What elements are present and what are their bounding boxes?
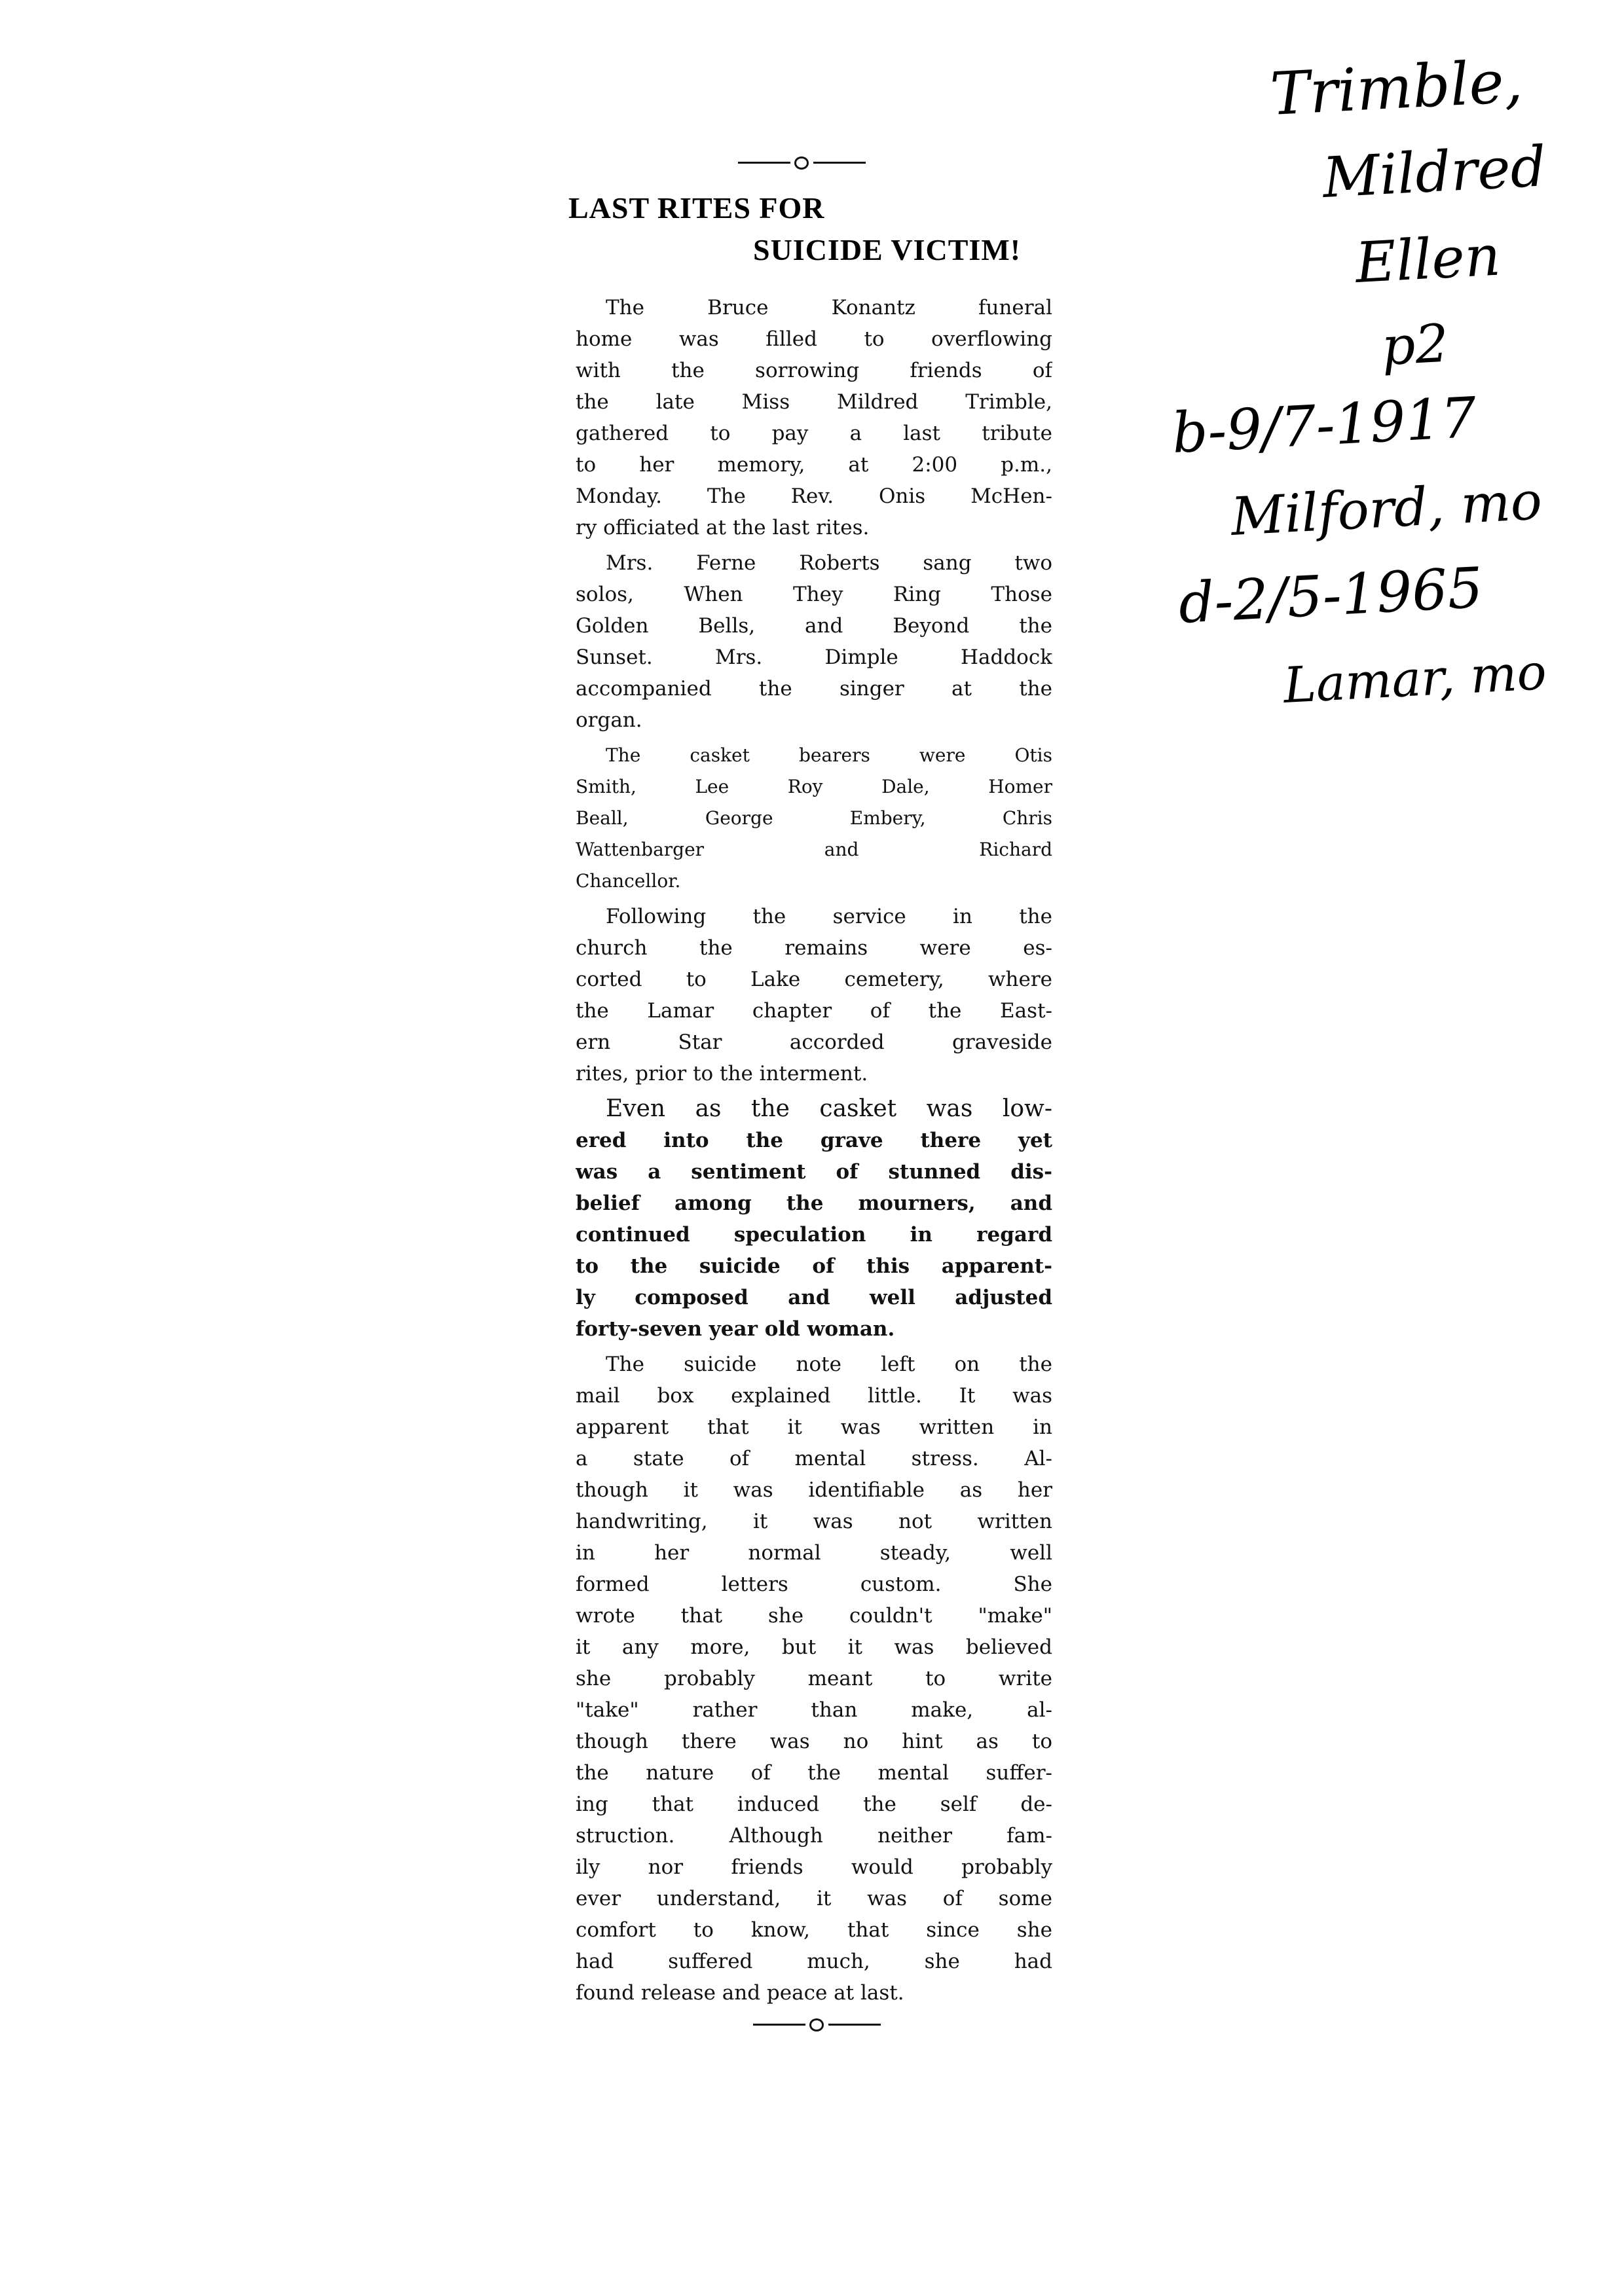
paragraph-line: home was filled to overflowing — [576, 327, 1052, 351]
handwritten-line: p2 — [1380, 312, 1450, 377]
paragraph-line: The Bruce Konantz funeral — [606, 296, 1052, 319]
article-paragraph — [576, 740, 1052, 897]
paragraph-line: to the suicide of this apparent- — [576, 1254, 1052, 1278]
paragraph-line: ry officiated at the last rites. — [576, 516, 870, 539]
paragraph-line: gathered to pay a last tribute — [576, 422, 1052, 445]
paragraph-line: Beall, George Embery, Chris — [576, 807, 1052, 829]
paragraph-line: The casket bearers were Otis — [606, 744, 1052, 766]
paragraph-line: Following the service in the — [606, 905, 1052, 928]
paragraph-line: she probably meant to write — [576, 1667, 1052, 1690]
paragraph-line: Golden Bells, and Beyond the — [576, 614, 1052, 638]
article-paragraph — [576, 1349, 1052, 2009]
headline-line-1: LAST RITES FOR — [568, 191, 825, 225]
paragraph-line: ern Star accorded graveside — [576, 1030, 1052, 1054]
paragraph-line: found release and peace at last. — [576, 1981, 904, 2005]
paragraph-line: Sunset. Mrs. Dimple Haddock — [576, 646, 1052, 669]
paragraph-line: mail box explained little. It was — [576, 1384, 1052, 1408]
paragraph-line: ing that induced the self de- — [576, 1793, 1052, 1816]
paragraph-line: ered into the grave there yet — [576, 1129, 1052, 1152]
paragraph-line: solos, When They Ring Those — [576, 583, 1052, 606]
paragraph-line: it any more, but it was believed — [576, 1635, 1052, 1659]
paragraph-line: comfort to know, that since she — [576, 1918, 1052, 1942]
paragraph-line: Even as the casket was low- — [606, 1095, 1052, 1122]
paragraph-line: Wattenbarger and Richard — [576, 839, 1052, 860]
paragraph-line: the nature of the mental suffer- — [576, 1761, 1052, 1785]
paragraph-line: corted to Lake cemetery, where — [576, 968, 1052, 991]
paragraph-line: a state of mental stress. Al- — [576, 1447, 1052, 1470]
paragraph-line: in her normal steady, well — [576, 1541, 1052, 1565]
paragraph-line: Monday. The Rev. Onis McHen- — [576, 484, 1052, 508]
article-paragraph — [576, 901, 1052, 1089]
paragraph-line: to her memory, at 2:00 p.m., — [576, 453, 1052, 477]
paragraph-line: was a sentiment of stunned dis- — [576, 1160, 1052, 1184]
paragraph-line: accompanied the singer at the — [576, 677, 1052, 701]
handwritten-line: Ellen — [1354, 223, 1502, 296]
handwritten-line: Lamar, mo — [1282, 643, 1548, 714]
paragraph-line: rites, prior to the interment. — [576, 1062, 868, 1085]
top-divider — [738, 156, 866, 169]
paragraph-line: formed letters custom. She — [576, 1573, 1052, 1596]
paragraph-line: Chancellor. — [576, 870, 681, 892]
article-paragraph — [576, 547, 1052, 736]
article-paragraph — [576, 1093, 1052, 1345]
paragraph-line: with the sorrowing friends of — [576, 359, 1052, 382]
paragraph-line: the Lamar chapter of the East- — [576, 999, 1052, 1023]
paragraph-line: forty-seven year old woman. — [576, 1317, 895, 1341]
paragraph-line: wrote that she couldn't "make" — [576, 1604, 1052, 1628]
paragraph-line: though it was identifiable as her — [576, 1478, 1052, 1502]
bottom-divider — [753, 2018, 881, 2031]
handwritten-line: Milford, mo — [1229, 470, 1543, 547]
article-paragraph — [576, 292, 1052, 543]
paragraph-line: though there was no hint as to — [576, 1730, 1052, 1753]
paragraph-line: "take" rather than make, al- — [576, 1698, 1052, 1722]
paragraph-line: struction. Although neither fam- — [576, 1824, 1052, 1848]
paragraph-line: apparent that it was written in — [576, 1415, 1052, 1439]
handwritten-line: d-2/5-1965 — [1177, 555, 1485, 636]
handwritten-line: Mildred — [1321, 134, 1548, 211]
paragraph-line: The suicide note left on the — [606, 1353, 1052, 1376]
handwritten-line: Trimble, — [1268, 46, 1524, 129]
headline-line-2: SUICIDE VICTIM! — [753, 233, 1022, 266]
paragraph-line: organ. — [576, 708, 642, 732]
paragraph-line: continued speculation in regard — [576, 1223, 1052, 1247]
paragraph-line: ly composed and well adjusted — [576, 1286, 1052, 1309]
paragraph-line: ever understand, it was of some — [576, 1887, 1052, 1910]
paragraph-line: Smith, Lee Roy Dale, Homer — [576, 776, 1052, 797]
paragraph-line: had suffered much, she had — [576, 1950, 1052, 1973]
paragraph-line: ily nor friends would probably — [576, 1855, 1052, 1879]
paragraph-line: belief among the mourners, and — [576, 1192, 1052, 1215]
paragraph-line: handwriting, it was not written — [576, 1510, 1052, 1533]
paragraph-line: Mrs. Ferne Roberts sang two — [606, 551, 1052, 575]
paragraph-line: church the remains were es- — [576, 936, 1052, 960]
paragraph-line: the late Miss Mildred Trimble, — [576, 390, 1052, 414]
handwritten-line: b-9/7-1917 — [1170, 385, 1478, 466]
